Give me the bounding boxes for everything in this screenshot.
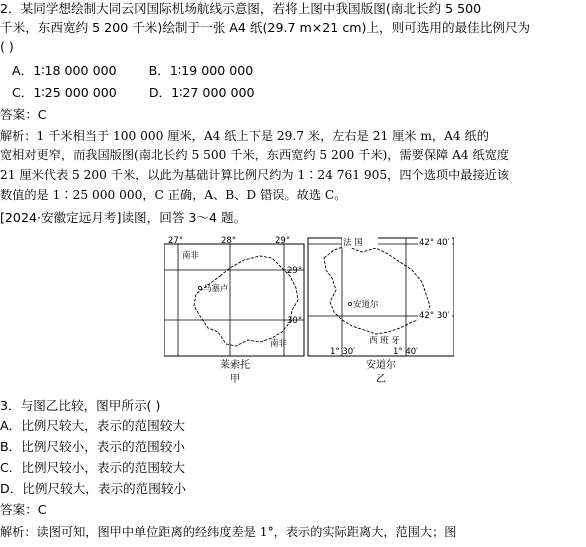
q3-stem: 3．与图乙比较，图甲所示( ) xyxy=(0,398,161,413)
q2-explanation-line-4: 数值的是 1∶25 000 000，C 正确，A、B、D 错误。故选 C。 xyxy=(0,188,347,202)
map-a-lesotho xyxy=(164,236,304,356)
map-b-label-france: 法 国 xyxy=(343,238,363,248)
q2-stem-line-1: 2．某同学想绘制大同云冈国际机场航线示意图，若将上图中我国版图(南北长约 5 500 xyxy=(0,1,482,16)
map-a-lon-28: 28° xyxy=(221,236,237,246)
questions-intro: [2024·安徽定远月考]读图，回答 3～4 题。 xyxy=(0,210,247,225)
map-b-label-andorra-city: 安道尔 xyxy=(353,300,379,310)
map-b-lon-1-30: 1° 30′ xyxy=(330,347,356,357)
q2-options-cd: C．1∶25 000 000 D．1∶27 000 000 xyxy=(0,85,255,100)
map-b-lat-42-30: 42° 30′ xyxy=(419,311,450,321)
q3-option-c: C．比例尺较小，表示的范围较大 xyxy=(0,460,186,475)
map-figure xyxy=(164,236,454,394)
lesotho-boundary xyxy=(194,256,298,346)
map-a-label-south-africa-bottom: 南非 xyxy=(270,339,288,349)
andorra-boundary xyxy=(324,246,430,334)
q2-explanation-line-2: 宽相对更窄，而我国版图(南北长约 5 500 千米，东西宽约 5 200 千米)，需要保障 A4 纸宽度 xyxy=(0,148,510,162)
q2-stem-line-2: 千米，东西宽约 5 200 千米)绘制于一张 A4 纸(29.7 m×21 cm)上，则可选用的最佳比例尺为 xyxy=(0,20,531,35)
q3-option-a: A．比例尺较大，表示的范围较大 xyxy=(0,418,185,433)
q2-answer: 答案：C xyxy=(0,107,47,122)
q2-options-ab: A．1∶18 000 000 B．1∶19 000 000 xyxy=(0,63,254,78)
q3-option-b: B．比例尺较小，表示的范围较小 xyxy=(0,439,185,454)
map-b-andorra xyxy=(308,237,454,357)
map-a-caption: 甲 xyxy=(230,374,240,385)
maseru-city-marker xyxy=(198,286,201,289)
map-b-label-spain: 西 班 牙 xyxy=(369,336,400,346)
map-figure-svg xyxy=(164,236,454,394)
map-b-lon-1-40: 1° 40′ xyxy=(393,347,419,357)
map-a-name: 莱索托 xyxy=(220,360,250,371)
q3-option-d: D．比例尺较大，表示的范围较小 xyxy=(0,481,187,496)
map-a-label-south-africa-top: 南非 xyxy=(182,251,200,261)
q2-stem-line-3: ( ) xyxy=(0,39,14,54)
map-b-name: 安道尔 xyxy=(366,360,396,371)
map-a-lon-27: 27° xyxy=(168,236,184,246)
map-a-lon-29: 29° xyxy=(275,236,291,246)
map-a-label-maseru: 马塞卢 xyxy=(203,284,229,294)
map-b-lat-42-40: 42° 40′ xyxy=(419,238,450,248)
q3-explanation: 解析：读图可知，图甲中单位距离的经纬度差是 1°，表示的实际距离大，范围大；图 xyxy=(0,525,457,539)
q3-answer: 答案：C xyxy=(0,502,47,517)
q2-explanation-line-1: 解析：1 千米相当于 100 000 厘米，A4 纸上下是 29.7 米，左右是 21 厘米 m，A4 纸的 xyxy=(0,129,489,143)
q2-explanation-line-3: 21 厘米代表 5 200 千米，以此为基础计算比例尺约为 1∶24 761 905，四个选项中最接近该 xyxy=(0,168,510,182)
map-b-caption: 乙 xyxy=(376,374,386,385)
map-a-lat-29: 29° xyxy=(287,266,303,276)
map-a-lat-30: 30° xyxy=(287,316,303,326)
andorra-city-marker xyxy=(348,302,351,305)
